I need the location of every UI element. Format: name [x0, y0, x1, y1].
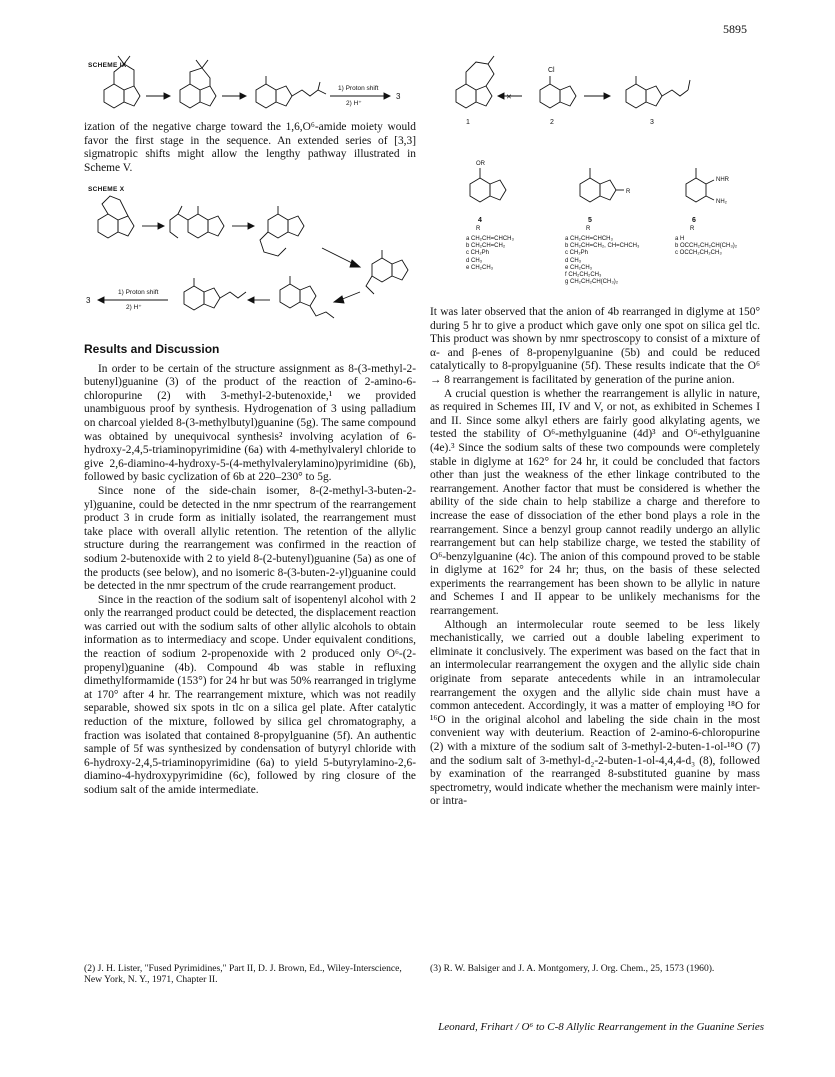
scheme-x-label: SCHEME X	[88, 186, 125, 193]
scheme-ix-arrow-text-1: 1) Proton shift	[338, 85, 379, 92]
cmp6-r-header: R	[690, 226, 695, 232]
cmp6-item-a: a H	[675, 236, 685, 242]
scheme-x-structure-1	[98, 196, 134, 238]
svg-text:OR: OR	[476, 161, 485, 167]
scheme-x-structure-4	[366, 250, 408, 294]
running-footer: Leonard, Frihart / O⁶ to C-8 Allylic Rearrangement in the Guanine Series	[438, 1021, 764, 1033]
scheme-ix-product: 3	[396, 92, 401, 101]
compound-2-structure	[540, 76, 576, 108]
scheme-ix-structure-3	[256, 76, 326, 108]
right-paragraph-2: A crucial question is whether the rearrangement is allylic in nature, as required in Schemes III, IV and V, or not, as exhibited in Schemes I and II. Since some alkyl ethers are fairly good alkylating agents, we tested the stability of O⁶-methylguanine (4d)³ and O⁶-ethylguanine (4e).³ Since the sodium salts of these two compounds were completely stable in diglyme at 162° for 24 hr, it could be concluded that factors other than just the weakness of the ether linkage contributed to the rearrangement. Another factor that must be considered is whether the ability of the side chain to help stabilize a charge and therefore to increase the ease of dissociation of the ether bond plays a role in the rearrangement. Since a benzyl group cannot readily undergo an allylic rearrangement but can help stabilize charge, we tested the stability of O⁶-benzylguanine (4c). The anion of this compound proved to be stable in diglyme at 162° for 24 hr; thus, on the basis of these selected experiments the rearrangement has been shown to be allylic in nature and Schemes I and II appear to be unlikely mechanisms for the rearrangement.	[430, 387, 760, 618]
cmp4-r-header: R	[476, 226, 481, 232]
cmp5-item-e: e CH₂CH₃	[565, 264, 593, 271]
compound-6-structure	[686, 168, 714, 202]
compound-3-structure	[626, 76, 690, 108]
compounds-1-2-3-figure	[440, 50, 770, 130]
cmp5-r-header: R	[586, 226, 591, 232]
cmp4-item-c: c CH₂Ph	[466, 250, 490, 257]
compound-2-number: 2	[550, 119, 554, 126]
scheme-ix-arrow-text-2: 2) H⁺	[346, 100, 362, 107]
svg-text:R: R	[626, 189, 631, 195]
svg-text:NH₂: NH₂	[716, 199, 727, 205]
compound-4-r-list	[466, 236, 514, 272]
svg-text:NHR: NHR	[716, 177, 729, 183]
svg-text:✕: ✕	[506, 94, 512, 101]
left-intro-paragraph: ization of the negative charge toward the 1,6,O⁶-amide moiety would favor the first stage in the sequence. An extended series of [3,3] sigmatropic shifts might allow the lengthy pathway illustrated in Scheme V.	[84, 121, 416, 174]
scheme-x-arrow-text-1: 1) Proton shift	[118, 289, 159, 296]
compound-4-number: 4	[478, 217, 482, 224]
compound-5-r-list	[565, 236, 639, 286]
cmp6-item-c: c OCCH₂CH₂CH₃	[675, 250, 722, 257]
page-number: 5895	[723, 22, 747, 36]
section-heading: Results and Discussion	[84, 342, 220, 356]
scheme-x-structure-6	[184, 278, 246, 310]
compound-6-number: 6	[692, 217, 696, 224]
cmp5-item-g: g CH₂CH₂CH(CH₃)₂	[565, 279, 619, 286]
cmp4-item-d: d CH₃	[466, 257, 483, 264]
scheme-x-arrow-text-2: 2) H⁺	[126, 304, 142, 311]
cmp4-item-b: b CH₂CH=CH₂	[466, 243, 506, 250]
left-paragraph-3: Since in the reaction of the sodium salt of isopentenyl alcohol with 2 only the rearranged product could be detected, the displacement reaction was carried out with the sodium salts of other allylic alcohols to obtain information as to intermediacy and scope. Under equivalent conditions, the reaction of sodium 2-propenoxide with 2 produced only O⁶-(2-propenyl)guanine (4b). Compound 4b was stable in refluxing dimethylformamide (153°) for 24 hr but was 50% rearranged in triglyme at 170° after 4 hr. The rearrangement mixture, which was not readily separable, showed six spots in tlc on a silica gel plate. After catalytic reduction of the mixture, followed by silica gel chromatography, a fraction was isolated that contained 8-propylguanine (5f). An authentic sample of 5f was synthesized by condensation of butyryl chloride with 6-hydroxy-2,4,5-triaminopyrimidine (6a) to yield 5-butyrylamino-2,6-diamino-4-hydroxypyrimidine (6c), followed by ring closure of the sodium salt of the amide intermediate.	[84, 593, 416, 796]
left-paragraph-2: Since none of the side-chain isomer, 8-(2-methyl-3-buten-2-yl)guanine, could be detected in the nmr spectrum of the rearrangement product 3 in crude form as initially isolated, the rearrangement must take place with overall allylic retention. The retention of the allylic structure during the rearrangement was confirmed in the reaction of sodium 2-butenoxide with 2 to yield 8-(2-butenyl)guanine (5a) as one of the products (see below), and no isomeric 8-(3-buten-2-yl)guanine could be detected in the nmr spectrum of the crude rearrangement product.	[84, 484, 416, 593]
cmp5-item-b: b CH₂CH=CH₂, CH=CHCH₃	[565, 243, 640, 250]
footnote-right: (3) R. W. Balsiger and J. A. Montgomery, J. Org. Chem., 25, 1573 (1960).	[430, 963, 715, 974]
compounds-4-5-6-figure	[440, 150, 770, 230]
cmp5-item-c: c CH₂Ph	[565, 250, 589, 257]
cmp5-item-f: f CH₂CH₂CH₃	[565, 272, 602, 279]
scheme-ix-structure-2	[180, 60, 216, 108]
svg-text:Cl: Cl	[548, 67, 555, 74]
cmp6-item-b: b OCCH₂CH₂CH(CH₃)₂	[675, 243, 738, 250]
scheme-x-structure-5	[280, 276, 334, 318]
cmp5-item-a: a CH₂CH=CHCH₃	[565, 236, 613, 242]
scheme-x-product: 3	[86, 296, 91, 305]
scheme-ix-structure-1	[104, 56, 140, 108]
scheme-x-structure-3	[260, 206, 304, 256]
compound-1-structure	[456, 56, 494, 108]
cmp5-item-d: d CH₃	[565, 257, 582, 264]
left-paragraph-1: In order to be certain of the structure assignment as 8-(3-methyl-2-butenyl)guanine (3) of the product of the reaction of 2-amino-6-chloropurine (2) with 3-methyl-2-butenoxide,¹ we provided unambiguous proof by synthesis. Hydrogenation of 3 using palladium on charcoal yielded 8-(3-methylbutyl)guanine (5g). The same compound was obtained by unequivocal synthesis² involving acylation of 6-hydroxy-2,4,5-triaminopyrimidine (6a) with 4-methylvaleryl chloride to give 2,6-diamino-4-hydroxy-5-(4-methylvalerylamino)pyrimidine (6b), followed by basic cyclization of 6b at 220–230° to 5g.	[84, 362, 416, 484]
compound-1-number: 1	[466, 119, 470, 126]
cmp4-item-e: e CH₂CH₃	[466, 264, 494, 271]
scheme-x-structure-2	[170, 206, 224, 238]
compound-3-number: 3	[650, 119, 654, 126]
cmp4-item-a: a CH₂CH=CHCH₃	[466, 236, 514, 242]
compound-4-structure	[470, 168, 506, 202]
compound-5-structure	[580, 168, 624, 202]
scheme-ix-label: SCHEME IX	[88, 62, 127, 69]
right-paragraph-1: It was later observed that the anion of 4b rearranged in diglyme at 150° during 5 hr to give a product which gave only one spot on silica gel tlc. This product was shown by nmr spectroscopy to consist of a mixture of α- and β-enes of 8-propenylguanine (5b) and could be reduced catalytically to 8-propylguanine (5f). These results indicate that the O⁶ → 8 rearrangement is facilitated by generation of the purine anion.	[430, 306, 760, 386]
compound-6-r-list	[675, 236, 737, 258]
scheme-ix-figure	[84, 50, 424, 122]
footnote-left: (2) J. H. Lister, "Fused Pyrimidines," Part II, D. J. Brown, Ed., Wiley-Interscience, New York, N. Y., 1971, Chapter II.	[84, 963, 402, 986]
compound-5-number: 5	[588, 217, 592, 224]
scheme-x-figure	[84, 190, 424, 330]
right-paragraph-3: Although an intermolecular route seemed to be less likely mechanistically, we carried out a double labeling experiment to eliminate it conclusively. The experiment was based on the fact that in an intermolecular rearrangement the oxygen and the allylic side chain originate from separate antecedents while in an intramolecular rearrangement the oxygen and the allylic side chain must have a common antecedent. Accordingly, it was a matter of employing ¹⁸O for ¹⁶O in the original alcohol and labeling the side chain in the most convenient way with deuterium. Reaction of 2-amino-6-chloropurine (2) with a mixture of the sodium salt of 3-methyl-2-buten-1-ol-¹⁸O (7) and the sodium salt of 3-methyl-d₂-2-buten-1-ol-4,4,4-d₃ (8), followed by examination of the rearranged 8-substituted guanine by mass spectrometry, would indicate whether the mechanism were mainly inter- or intra-	[430, 618, 760, 808]
